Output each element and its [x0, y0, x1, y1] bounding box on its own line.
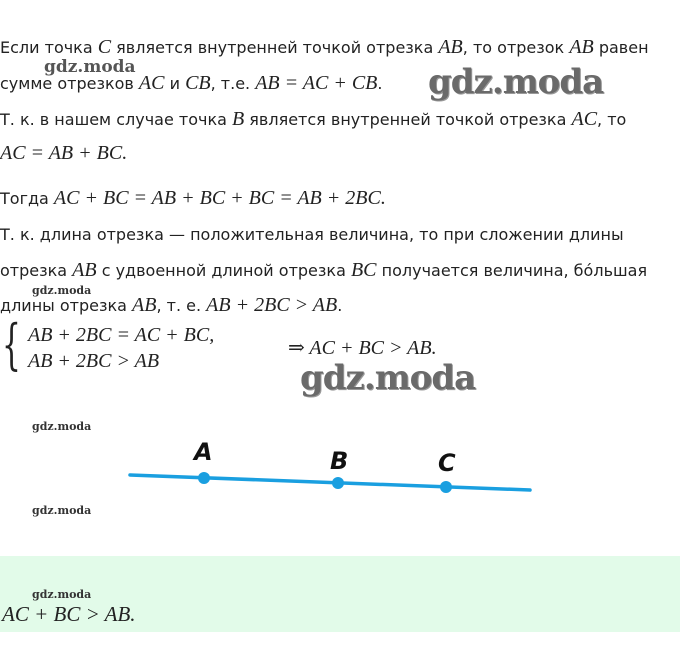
p2-line2: AC = AB + BC.	[0, 142, 128, 164]
system-eq2: AB + 2BC > AB	[28, 350, 160, 372]
watermark-small-3: gdz.moda	[32, 420, 92, 433]
segment-line	[130, 475, 530, 490]
p1-line1: Если точка C является внутренней точкой отрезка AB, то отрезок AB равен	[0, 36, 649, 58]
label-c: C	[438, 449, 456, 477]
point-c	[440, 481, 452, 493]
p2-line1: Т. к. в нашем случае точка B является внутренней точкой отрезка AC, то	[0, 108, 627, 130]
p4-line1: Т. к. длина отрезка — положительная величина, то при сложении длины	[0, 225, 624, 244]
watermark-small-5: gdz.moda	[32, 588, 92, 601]
label-b: B	[330, 447, 349, 475]
watermark-small-4: gdz.moda	[32, 504, 92, 517]
answer-expression: AC + BC > AB.	[2, 602, 136, 626]
label-a: A	[194, 438, 213, 466]
watermark-small-2: gdz.moda	[32, 284, 92, 297]
system-eq1: AB + 2BC = AC + BC,	[28, 324, 215, 346]
p4-line2: отрезка AB с удвоенной длиной отрезка BC получается величина, бóльшая	[0, 259, 648, 281]
point-a	[198, 472, 210, 484]
system-brace: {	[2, 313, 21, 376]
p4-line3: длины отрезка AB, т. е. AB + 2BC > AB.	[0, 294, 343, 316]
point-b	[332, 477, 344, 489]
watermark-big-1: gdz.moda	[428, 62, 604, 102]
p3-line: Тогда AC + BC = AB + BC + BC = AB + 2BC.	[0, 187, 386, 209]
p1-line2: сумме отрезков AC и CB, т.е. AB = AC + CB.	[0, 72, 383, 94]
watermark-big-2: gdz.moda	[300, 358, 476, 398]
system-implication: ⇒ AC + BC > AB.	[288, 337, 437, 359]
watermark-small-1: gdz.moda	[44, 57, 136, 77]
